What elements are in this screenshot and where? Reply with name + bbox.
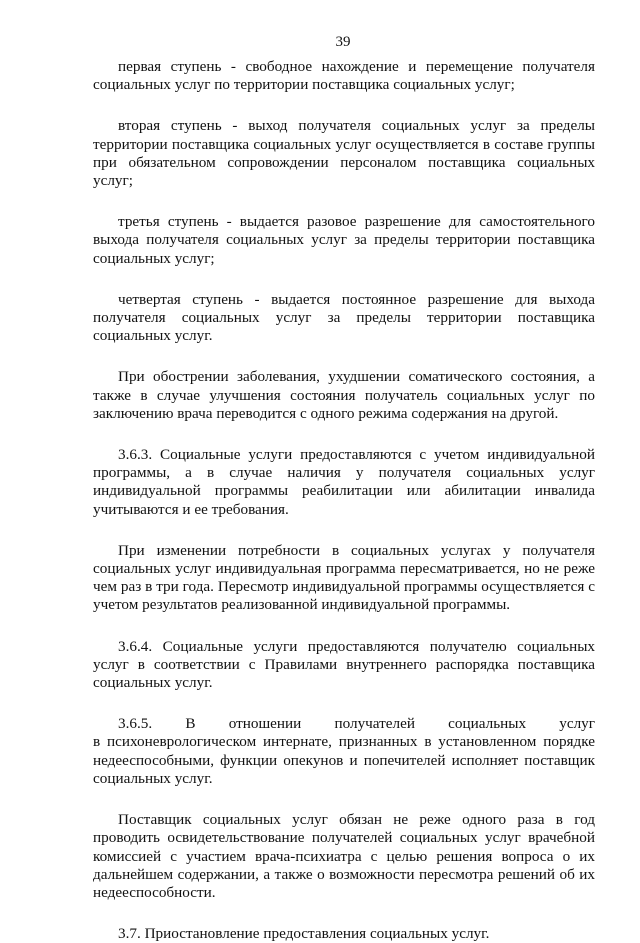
paragraph-regime-change: При обострении заболевания, ухудшении соматического состояния, а также в случае улучшения состояния получатель социальных услуг по заключению врача переводится с одного режима содержания на другой.	[93, 368, 595, 422]
document-body	[93, 58, 595, 943]
paragraph-3-6-5	[93, 715, 595, 788]
paragraph-stage-two: вторая ступень - выход получателя социальных услуг за пределы территории поставщика социальных услуг осуществляется в составе группы при обязательном сопровождении персоналом поставщика социальных услуг;	[93, 117, 595, 190]
paragraph-stage-three: третья ступень - выдается разовое разрешение для самостоятельного выхода получателя социальных услуг за пределы территории поставщика социальных услуг;	[93, 213, 595, 267]
paragraph-3-6-3: 3.6.3. Социальные услуги предоставляются с учетом индивидуальной программы, а в случае наличия у получателя социальных услуг индивидуальной программы реабилитации или абилитации инвалида учитываются и ее требования.	[93, 446, 595, 518]
paragraph-3-6-5-rest: в психоневрологическом интернате, признанных в установленном порядке недееспособными, функции опекунов и попечителей исполняет поставщик социальных услуг.	[93, 733, 595, 787]
paragraph-stage-four: четвертая ступень - выдается постоянное разрешение для выхода получателя социальных услуг за пределы территории поставщика социальных услуг.	[93, 290, 595, 345]
paragraph-examination: Поставщик социальных услуг обязан не реже одного раза в год проводить освидетельствование получателей социальных услуг врачебной комиссией с участием врача-психиатра с целью решения вопроса о их дальнейшем содержании, а также о возможности пересмотра решений об их недееспособности.	[93, 811, 595, 901]
section-heading-3-7: 3.7. Приостановление предоставления социальных услуг.	[118, 925, 490, 943]
page-number: 39	[335, 34, 351, 50]
paragraph-stage-one: первая ступень - свободное нахождение и перемещение получателя социальных услуг по территории поставщика социальных услуг;	[93, 58, 595, 94]
paragraph-3-6-5-first-line: 3.6.5. В отношении получателей социальных услуг	[118, 715, 595, 733]
paragraph-program-review: При изменении потребности в социальных услугах у получателя социальных услуг индивидуальная программа пересматривается, но не реже чем раз в три года. Пересмотр индивидуальной программы осуществляется с учетом результатов реализованной индивидуальной программы.	[93, 541, 595, 614]
paragraph-3-6-4: 3.6.4. Социальные услуги предоставляются получателю социальных услуг в соответствии с Правилами внутреннего распорядка поставщика социальных услуг.	[93, 637, 595, 692]
